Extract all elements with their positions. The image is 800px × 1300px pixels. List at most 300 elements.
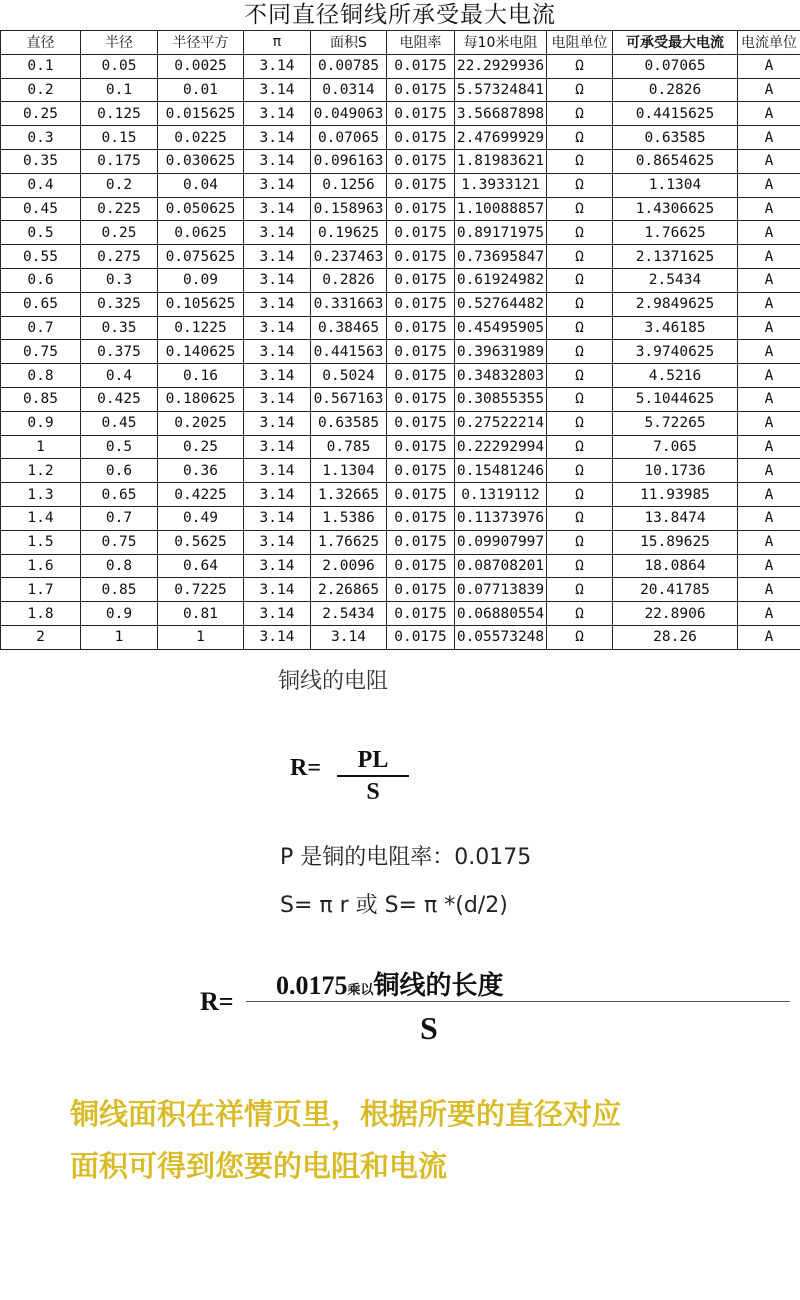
cell-current-unit: A <box>738 387 800 411</box>
cell-diameter: 1.4 <box>1 506 81 530</box>
cell-radius-squared: 0.050625 <box>158 197 244 221</box>
cell-resistivity: 0.0175 <box>387 268 455 292</box>
cell-diameter: 0.2 <box>1 78 81 102</box>
cell-max-current: 13.8474 <box>613 506 738 530</box>
copper-wire-table <box>0 30 800 650</box>
cell-max-current: 28.26 <box>613 625 738 649</box>
cell-resistance-unit: Ω <box>547 483 613 507</box>
cell-max-current: 3.9740625 <box>613 340 738 364</box>
table-row <box>1 268 800 292</box>
cell-max-current: 2.1371625 <box>613 245 738 269</box>
cell-resistance: 0.06880554 <box>455 602 547 626</box>
cell-max-current: 5.1044625 <box>613 387 738 411</box>
cell-area: 1.5386 <box>311 506 387 530</box>
cell-pi: 3.14 <box>244 268 311 292</box>
cell-pi: 3.14 <box>244 316 311 340</box>
cell-resistance-unit: Ω <box>547 268 613 292</box>
cell-diameter: 0.7 <box>1 316 81 340</box>
cell-resistance-unit: Ω <box>547 197 613 221</box>
cell-resistance: 3.56687898 <box>455 102 547 126</box>
cell-resistance-unit: Ω <box>547 387 613 411</box>
cell-current-unit: A <box>738 578 800 602</box>
cell-resistance-unit: Ω <box>547 554 613 578</box>
cell-resistance-unit: Ω <box>547 173 613 197</box>
cell-current-unit: A <box>738 506 800 530</box>
cell-resistivity: 0.0175 <box>387 54 455 78</box>
cell-radius-squared: 0.25 <box>158 435 244 459</box>
cell-resistivity: 0.0175 <box>387 554 455 578</box>
cell-resistance-unit: Ω <box>547 102 613 126</box>
cell-resistance-unit: Ω <box>547 292 613 316</box>
cell-area: 0.2826 <box>311 268 387 292</box>
cell-diameter: 0.8 <box>1 364 81 388</box>
cell-current-unit: A <box>738 102 800 126</box>
cell-radius-squared: 0.5625 <box>158 530 244 554</box>
cell-max-current: 0.63585 <box>613 126 738 150</box>
cell-pi: 3.14 <box>244 435 311 459</box>
cell-resistivity: 0.0175 <box>387 292 455 316</box>
cell-radius-squared: 0.09 <box>158 268 244 292</box>
table-row <box>1 387 800 411</box>
cell-current-unit: A <box>738 530 800 554</box>
cell-diameter: 0.85 <box>1 387 81 411</box>
cell-current-unit: A <box>738 625 800 649</box>
cell-current-unit: A <box>738 364 800 388</box>
cell-radius: 0.75 <box>81 530 158 554</box>
cell-max-current: 4.5216 <box>613 364 738 388</box>
cell-resistivity: 0.0175 <box>387 483 455 507</box>
cell-pi: 3.14 <box>244 126 311 150</box>
formula2-lhs: R= <box>200 987 234 1016</box>
table-row <box>1 221 800 245</box>
table-row <box>1 102 800 126</box>
cell-diameter: 0.5 <box>1 221 81 245</box>
cell-max-current: 22.8906 <box>613 602 738 626</box>
cell-pi: 3.14 <box>244 459 311 483</box>
cell-current-unit: A <box>738 126 800 150</box>
cell-pi: 3.14 <box>244 197 311 221</box>
cell-pi: 3.14 <box>244 602 311 626</box>
cell-current-unit: A <box>738 411 800 435</box>
cell-resistivity: 0.0175 <box>387 316 455 340</box>
cell-area: 0.63585 <box>311 411 387 435</box>
cell-diameter: 1 <box>1 435 81 459</box>
cell-radius: 0.225 <box>81 197 158 221</box>
cell-diameter: 0.9 <box>1 411 81 435</box>
table-row <box>1 245 800 269</box>
cell-radius: 0.3 <box>81 268 158 292</box>
cell-radius-squared: 0.105625 <box>158 292 244 316</box>
cell-diameter: 0.25 <box>1 102 81 126</box>
formula-denominator: S <box>366 779 380 805</box>
cell-radius: 0.05 <box>81 54 158 78</box>
cell-resistance-unit: Ω <box>547 316 613 340</box>
cell-resistance-unit: Ω <box>547 530 613 554</box>
cell-area: 1.32665 <box>311 483 387 507</box>
cell-radius-squared: 0.1225 <box>158 316 244 340</box>
area-note: S= π r 或 S= π *(d/2) <box>280 893 508 918</box>
header-max-current: 可承受最大电流 <box>613 31 738 55</box>
cell-radius: 0.275 <box>81 245 158 269</box>
cell-pi: 3.14 <box>244 364 311 388</box>
cell-area: 3.14 <box>311 625 387 649</box>
cell-pi: 3.14 <box>244 102 311 126</box>
notice-line: 面积可得到您要的电阻和电流 <box>70 1149 448 1183</box>
table-row <box>1 316 800 340</box>
cell-radius-squared: 0.0025 <box>158 54 244 78</box>
cell-resistance: 5.57324841 <box>455 78 547 102</box>
cell-area: 0.1256 <box>311 173 387 197</box>
table-row <box>1 483 800 507</box>
cell-current-unit: A <box>738 483 800 507</box>
cell-resistivity: 0.0175 <box>387 387 455 411</box>
cell-diameter: 0.35 <box>1 149 81 173</box>
cell-resistivity: 0.0175 <box>387 126 455 150</box>
cell-pi: 3.14 <box>244 554 311 578</box>
cell-resistance: 0.05573248 <box>455 625 547 649</box>
cell-diameter: 0.3 <box>1 126 81 150</box>
cell-max-current: 1.1304 <box>613 173 738 197</box>
table-row <box>1 625 800 649</box>
cell-resistivity: 0.0175 <box>387 102 455 126</box>
cell-radius: 0.85 <box>81 578 158 602</box>
cell-diameter: 0.55 <box>1 245 81 269</box>
cell-radius-squared: 0.81 <box>158 602 244 626</box>
cell-resistance: 2.47699929 <box>455 126 547 150</box>
cell-max-current: 10.1736 <box>613 459 738 483</box>
formula2-denominator: S <box>420 1010 438 1046</box>
cell-radius-squared: 0.7225 <box>158 578 244 602</box>
cell-max-current: 5.72265 <box>613 411 738 435</box>
cell-pi: 3.14 <box>244 292 311 316</box>
cell-max-current: 1.76625 <box>613 221 738 245</box>
header-area: 面积S <box>311 31 387 55</box>
formula-lhs: R= <box>290 755 322 781</box>
notice-text <box>70 1088 770 1192</box>
cell-resistance: 0.15481246 <box>455 459 547 483</box>
cell-radius-squared: 0.0625 <box>158 221 244 245</box>
formula-numerator: PL <box>357 747 389 773</box>
resistivity-note: P 是铜的电阻率：0.0175 <box>280 845 532 870</box>
cell-area: 0.38465 <box>311 316 387 340</box>
cell-radius: 0.2 <box>81 173 158 197</box>
cell-pi: 3.14 <box>244 483 311 507</box>
cell-resistance: 0.1319112 <box>455 483 547 507</box>
cell-radius-squared: 0.140625 <box>158 340 244 364</box>
cell-resistivity: 0.0175 <box>387 364 455 388</box>
cell-current-unit: A <box>738 435 800 459</box>
cell-area: 0.158963 <box>311 197 387 221</box>
header-current-unit: 电流单位 <box>738 31 800 55</box>
cell-current-unit: A <box>738 554 800 578</box>
cell-radius: 0.125 <box>81 102 158 126</box>
cell-resistance-unit: Ω <box>547 245 613 269</box>
cell-radius: 1 <box>81 625 158 649</box>
cell-radius-squared: 0.4225 <box>158 483 244 507</box>
cell-resistance: 0.61924982 <box>455 268 547 292</box>
table-row <box>1 578 800 602</box>
table-row <box>1 78 800 102</box>
cell-resistivity: 0.0175 <box>387 78 455 102</box>
cell-resistivity: 0.0175 <box>387 530 455 554</box>
header-row <box>1 31 800 55</box>
cell-current-unit: A <box>738 197 800 221</box>
cell-area: 0.785 <box>311 435 387 459</box>
cell-resistance: 1.81983621 <box>455 149 547 173</box>
table-body <box>1 54 800 649</box>
cell-area: 2.0096 <box>311 554 387 578</box>
cell-resistance-unit: Ω <box>547 340 613 364</box>
cell-radius: 0.8 <box>81 554 158 578</box>
table-row <box>1 364 800 388</box>
table-row <box>1 340 800 364</box>
cell-current-unit: A <box>738 340 800 364</box>
table-row <box>1 602 800 626</box>
table-row <box>1 197 800 221</box>
cell-radius-squared: 0.64 <box>158 554 244 578</box>
cell-area: 1.76625 <box>311 530 387 554</box>
cell-resistance: 0.27522214 <box>455 411 547 435</box>
cell-resistivity: 0.0175 <box>387 149 455 173</box>
cell-max-current: 0.8654625 <box>613 149 738 173</box>
cell-pi: 3.14 <box>244 221 311 245</box>
cell-radius-squared: 0.01 <box>158 78 244 102</box>
cell-resistivity: 0.0175 <box>387 459 455 483</box>
cell-radius: 0.25 <box>81 221 158 245</box>
cell-max-current: 2.5434 <box>613 268 738 292</box>
cell-max-current: 2.9849625 <box>613 292 738 316</box>
cell-area: 0.567163 <box>311 387 387 411</box>
cell-pi: 3.14 <box>244 578 311 602</box>
cell-radius: 0.15 <box>81 126 158 150</box>
cell-resistance-unit: Ω <box>547 126 613 150</box>
cell-area: 0.0314 <box>311 78 387 102</box>
cell-diameter: 0.6 <box>1 268 81 292</box>
cell-diameter: 1.7 <box>1 578 81 602</box>
cell-radius-squared: 0.16 <box>158 364 244 388</box>
cell-pi: 3.14 <box>244 506 311 530</box>
header-pi: π <box>244 31 311 55</box>
cell-area: 0.237463 <box>311 245 387 269</box>
cell-radius: 0.6 <box>81 459 158 483</box>
table-row <box>1 435 800 459</box>
cell-resistivity: 0.0175 <box>387 197 455 221</box>
cell-resistance-unit: Ω <box>547 221 613 245</box>
cell-pi: 3.14 <box>244 245 311 269</box>
cell-area: 0.331663 <box>311 292 387 316</box>
cell-current-unit: A <box>738 292 800 316</box>
cell-area: 0.096163 <box>311 149 387 173</box>
cell-max-current: 3.46185 <box>613 316 738 340</box>
cell-area: 0.19625 <box>311 221 387 245</box>
cell-diameter: 1.2 <box>1 459 81 483</box>
table-row <box>1 459 800 483</box>
cell-pi: 3.14 <box>244 625 311 649</box>
cell-resistance-unit: Ω <box>547 459 613 483</box>
cell-diameter: 2 <box>1 625 81 649</box>
cell-resistance: 0.89171975 <box>455 221 547 245</box>
header-resistivity: 电阻率 <box>387 31 455 55</box>
cell-pi: 3.14 <box>244 149 311 173</box>
cell-resistivity: 0.0175 <box>387 435 455 459</box>
cell-resistance-unit: Ω <box>547 602 613 626</box>
cell-max-current: 0.07065 <box>613 54 738 78</box>
cell-current-unit: A <box>738 221 800 245</box>
cell-radius: 0.425 <box>81 387 158 411</box>
cell-resistance-unit: Ω <box>547 411 613 435</box>
cell-resistance: 22.2929936 <box>455 54 547 78</box>
cell-radius: 0.325 <box>81 292 158 316</box>
header-radius-squared: 半径平方 <box>158 31 244 55</box>
cell-resistance: 0.11373976 <box>455 506 547 530</box>
cell-radius-squared: 0.075625 <box>158 245 244 269</box>
cell-diameter: 1.8 <box>1 602 81 626</box>
cell-radius-squared: 0.04 <box>158 173 244 197</box>
cell-resistance: 0.30855355 <box>455 387 547 411</box>
formula2-numerator <box>276 965 504 1002</box>
cell-resistivity: 0.0175 <box>387 173 455 197</box>
cell-current-unit: A <box>738 54 800 78</box>
cell-radius-squared: 1 <box>158 625 244 649</box>
cell-radius-squared: 0.36 <box>158 459 244 483</box>
cell-pi: 3.14 <box>244 173 311 197</box>
cell-resistance: 0.09907997 <box>455 530 547 554</box>
cell-radius-squared: 0.0225 <box>158 126 244 150</box>
formula2-numerator-value: 0.0175 <box>276 971 348 1000</box>
cell-resistivity: 0.0175 <box>387 340 455 364</box>
cell-radius: 0.45 <box>81 411 158 435</box>
cell-area: 0.00785 <box>311 54 387 78</box>
cell-radius: 0.35 <box>81 316 158 340</box>
cell-area: 2.26865 <box>311 578 387 602</box>
cell-diameter: 1.6 <box>1 554 81 578</box>
cell-area: 0.441563 <box>311 340 387 364</box>
cell-current-unit: A <box>738 78 800 102</box>
table-row <box>1 173 800 197</box>
table-row <box>1 506 800 530</box>
table-row <box>1 411 800 435</box>
cell-resistance-unit: Ω <box>547 54 613 78</box>
cell-diameter: 1.3 <box>1 483 81 507</box>
cell-radius: 0.1 <box>81 78 158 102</box>
cell-current-unit: A <box>738 173 800 197</box>
cell-resistance-unit: Ω <box>547 364 613 388</box>
cell-max-current: 20.41785 <box>613 578 738 602</box>
cell-resistance: 0.45495905 <box>455 316 547 340</box>
cell-radius: 0.4 <box>81 364 158 388</box>
cell-resistance-unit: Ω <box>547 625 613 649</box>
cell-pi: 3.14 <box>244 54 311 78</box>
header-resistance-unit: 电阻单位 <box>547 31 613 55</box>
cell-current-unit: A <box>738 268 800 292</box>
cell-resistivity: 0.0175 <box>387 625 455 649</box>
table-row <box>1 530 800 554</box>
cell-resistance: 1.3933121 <box>455 173 547 197</box>
cell-current-unit: A <box>738 316 800 340</box>
cell-max-current: 11.93985 <box>613 483 738 507</box>
cell-radius-squared: 0.030625 <box>158 149 244 173</box>
cell-max-current: 0.2826 <box>613 78 738 102</box>
cell-resistance: 0.73695847 <box>455 245 547 269</box>
table-title: 不同直径铜线所承受最大电流 <box>244 2 556 28</box>
cell-radius-squared: 0.49 <box>158 506 244 530</box>
cell-radius: 0.175 <box>81 149 158 173</box>
cell-diameter: 0.65 <box>1 292 81 316</box>
table-row <box>1 126 800 150</box>
cell-current-unit: A <box>738 602 800 626</box>
cell-max-current: 15.89625 <box>613 530 738 554</box>
cell-area: 0.5024 <box>311 364 387 388</box>
header-radius: 半径 <box>81 31 158 55</box>
formula2-numerator-text: 铜线的长度 <box>373 971 504 1000</box>
cell-resistance: 0.07713839 <box>455 578 547 602</box>
cell-resistance-unit: Ω <box>547 578 613 602</box>
cell-diameter: 0.4 <box>1 173 81 197</box>
cell-current-unit: A <box>738 459 800 483</box>
cell-pi: 3.14 <box>244 530 311 554</box>
cell-resistivity: 0.0175 <box>387 506 455 530</box>
cell-diameter: 0.75 <box>1 340 81 364</box>
notice-line: 铜线面积在祥情页里，根据所要的直径对应 <box>70 1097 622 1131</box>
header-resistance-per-10m: 每10米电阻 <box>455 31 547 55</box>
cell-max-current: 0.4415625 <box>613 102 738 126</box>
cell-area: 0.07065 <box>311 126 387 150</box>
cell-diameter: 0.45 <box>1 197 81 221</box>
cell-radius: 0.65 <box>81 483 158 507</box>
cell-resistance-unit: Ω <box>547 149 613 173</box>
cell-pi: 3.14 <box>244 387 311 411</box>
cell-radius: 0.5 <box>81 435 158 459</box>
cell-pi: 3.14 <box>244 78 311 102</box>
cell-resistance: 0.34832803 <box>455 364 547 388</box>
table-row <box>1 554 800 578</box>
header-diameter: 直径 <box>1 31 81 55</box>
cell-radius-squared: 0.180625 <box>158 387 244 411</box>
formula2-fraction-bar <box>246 1001 790 1002</box>
cell-resistance: 0.52764482 <box>455 292 547 316</box>
cell-radius: 0.375 <box>81 340 158 364</box>
cell-area: 2.5434 <box>311 602 387 626</box>
cell-pi: 3.14 <box>244 340 311 364</box>
cell-resistance: 1.10088857 <box>455 197 547 221</box>
cell-resistance-unit: Ω <box>547 506 613 530</box>
cell-area: 0.049063 <box>311 102 387 126</box>
cell-max-current: 7.065 <box>613 435 738 459</box>
table-row <box>1 292 800 316</box>
cell-resistance: 0.39631989 <box>455 340 547 364</box>
cell-resistance-unit: Ω <box>547 435 613 459</box>
cell-diameter: 0.1 <box>1 54 81 78</box>
table-row <box>1 54 800 78</box>
cell-current-unit: A <box>738 245 800 269</box>
table-row <box>1 149 800 173</box>
cell-max-current: 1.4306625 <box>613 197 738 221</box>
cell-resistivity: 0.0175 <box>387 411 455 435</box>
formula2-multiply-word: 乘以 <box>347 982 374 997</box>
cell-resistivity: 0.0175 <box>387 245 455 269</box>
cell-current-unit: A <box>738 149 800 173</box>
cell-resistance: 0.22292994 <box>455 435 547 459</box>
formula-fraction <box>337 745 409 807</box>
cell-pi: 3.14 <box>244 411 311 435</box>
cell-resistance-unit: Ω <box>547 78 613 102</box>
cell-radius-squared: 0.015625 <box>158 102 244 126</box>
cell-area: 1.1304 <box>311 459 387 483</box>
cell-radius: 0.7 <box>81 506 158 530</box>
cell-resistivity: 0.0175 <box>387 578 455 602</box>
cell-resistance: 0.08708201 <box>455 554 547 578</box>
cell-resistivity: 0.0175 <box>387 602 455 626</box>
